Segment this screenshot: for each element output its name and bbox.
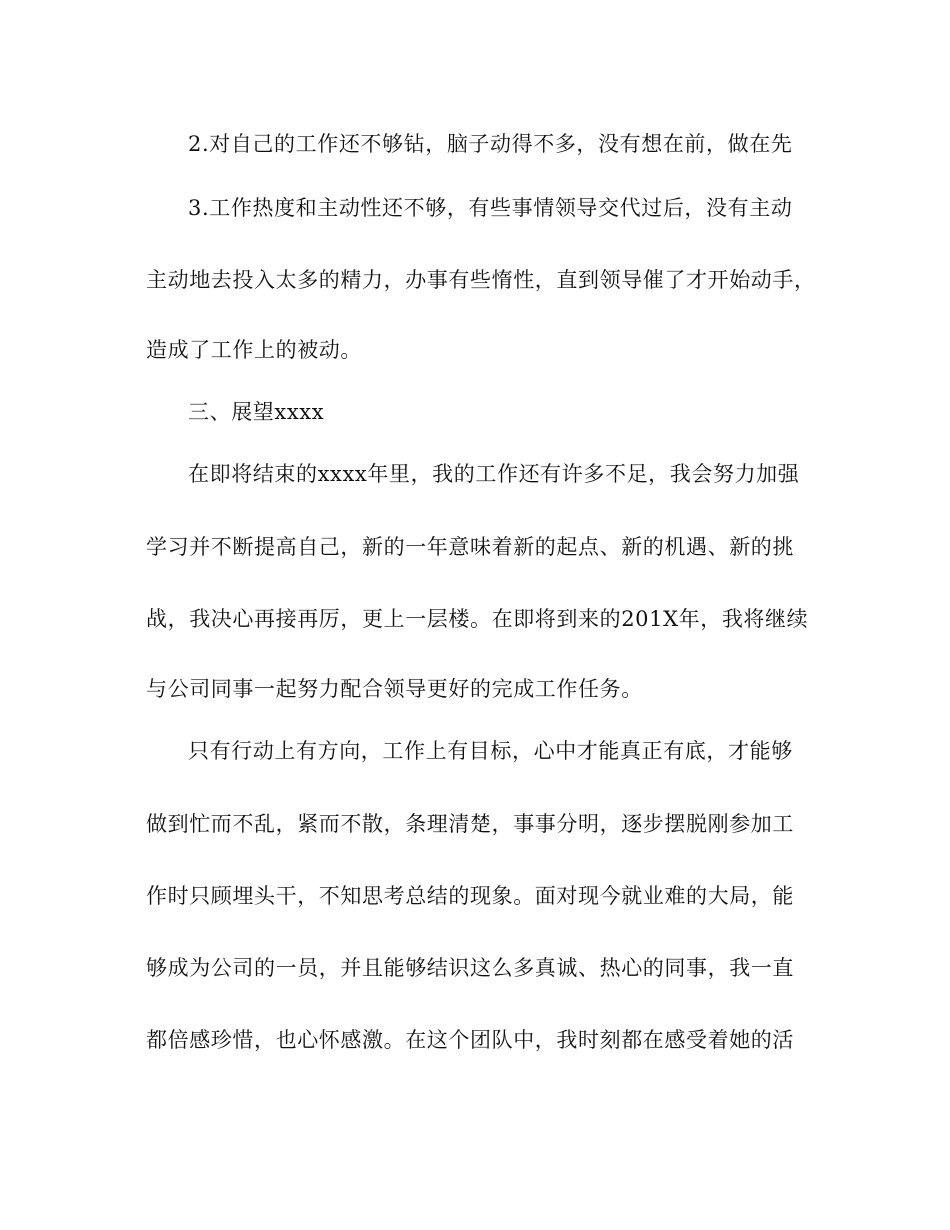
text-line: 做到忙而不乱，紧而不散，条理清楚，事事分明，逐步摆脱刚参加工 — [146, 812, 794, 836]
text-line: 够成为公司的一员，并且能够结识这么多真诚、热心的同事，我一直 — [146, 956, 794, 980]
section-heading: 三、展望xxxx — [188, 400, 325, 424]
text-line: 造成了工作上的被动。 — [146, 338, 362, 362]
text-line: 战，我决心再接再厉，更上一层楼。在即将到来的201X年，我将继续 — [146, 607, 809, 631]
text-line: 只有行动上有方向，工作上有目标，心中才能真正有底，才能够 — [188, 739, 793, 763]
text-line: 与公司同事一起努力配合领导更好的完成工作任务。 — [146, 677, 643, 701]
text-line: 主动地去投入太多的精力，办事有些惰性，直到领导催了才开始动手， — [146, 268, 816, 292]
text-line: 学习并不断提高自己，新的一年意味着新的起点、新的机遇、新的挑 — [146, 535, 794, 559]
text-line: 2.对自己的工作还不够钻，脑子动得不多，没有想在前，做在先 — [188, 132, 793, 156]
text-line: 在即将结束的xxxx年里，我的工作还有许多不足，我会努力加强 — [188, 462, 800, 486]
text-line: 3.工作热度和主动性还不够，有些事情领导交代过后，没有主动 — [188, 196, 793, 220]
text-line: 都倍感珍惜，也心怀感激。在这个团队中，我时刻都在感受着她的活 — [146, 1028, 794, 1052]
text-line: 作时只顾埋头干，不知思考总结的现象。面对现今就业难的大局，能 — [146, 884, 794, 908]
